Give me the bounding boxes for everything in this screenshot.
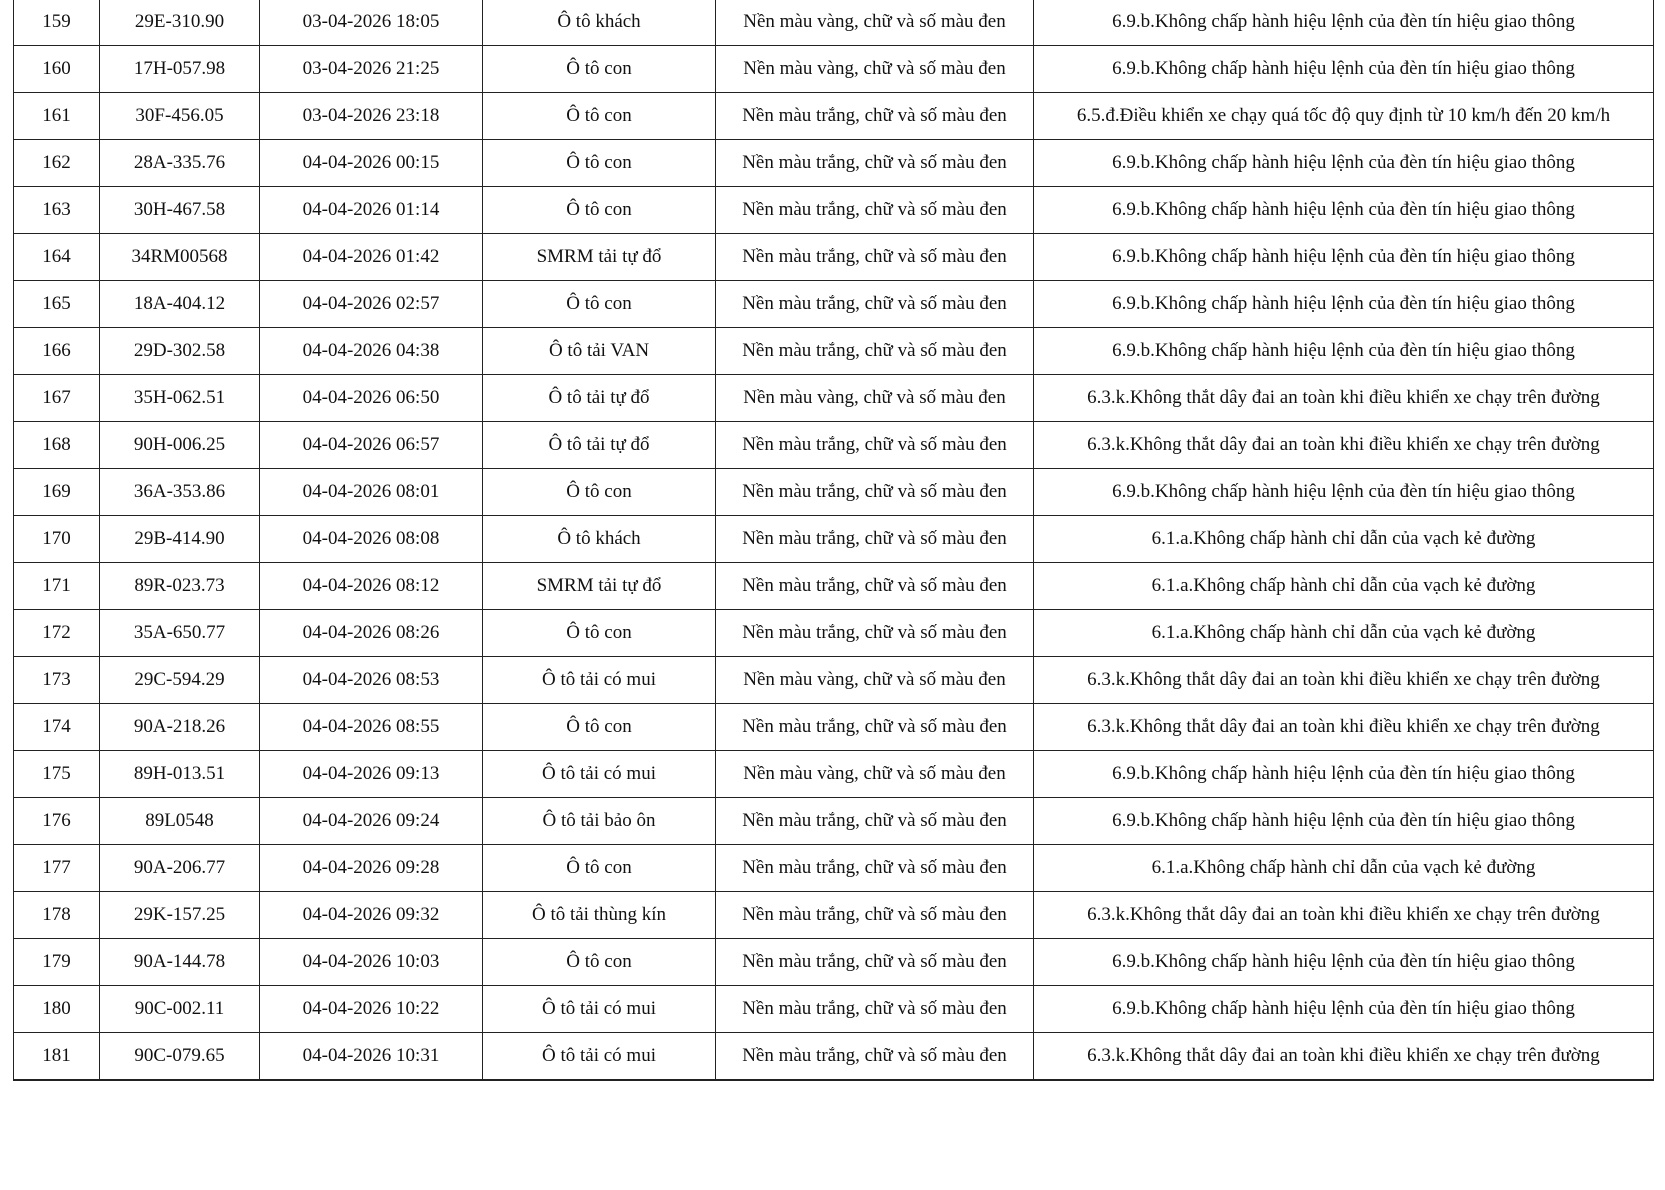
cell-violation: 6.9.b.Không chấp hành hiệu lệnh của đèn tín hiệu giao thông [1034,234,1654,281]
cell-violation-time: 04-04-2026 01:42 [260,234,483,281]
table-row [14,845,1654,892]
cell-plate-color: Nền màu trắng, chữ và số màu đen [716,469,1034,516]
cell-violation-time: 04-04-2026 04:38 [260,328,483,375]
cell-vehicle-type: Ô tô khách [483,516,716,563]
cell-plate-color: Nền màu trắng, chữ và số màu đen [716,328,1034,375]
cell-plate-number: 35A-650.77 [100,610,260,657]
cell-plate-color: Nền màu trắng, chữ và số màu đen [716,986,1034,1033]
cell-vehicle-type: Ô tô con [483,469,716,516]
cell-stt: 174 [14,704,100,751]
table-row [14,328,1654,375]
cell-plate-color: Nền màu trắng, chữ và số màu đen [716,563,1034,610]
cell-violation: 6.3.k.Không thắt dây đai an toàn khi điều khiển xe chạy trên đường [1034,657,1654,704]
cell-violation-time: 03-04-2026 21:25 [260,46,483,93]
cell-vehicle-type: Ô tô tải tự đổ [483,375,716,422]
cell-violation-time: 03-04-2026 23:18 [260,93,483,140]
table-row [14,657,1654,704]
table-row [14,375,1654,422]
cell-plate-number: 18A-404.12 [100,281,260,328]
cell-violation: 6.9.b.Không chấp hành hiệu lệnh của đèn tín hiệu giao thông [1034,281,1654,328]
cell-stt: 176 [14,798,100,845]
cell-vehicle-type: Ô tô con [483,704,716,751]
cell-violation-time: 03-04-2026 18:05 [260,0,483,46]
cell-stt: 159 [14,0,100,46]
cell-stt: 175 [14,751,100,798]
cell-plate-number: 30H-467.58 [100,187,260,234]
table-row [14,563,1654,610]
cell-violation: 6.9.b.Không chấp hành hiệu lệnh của đèn tín hiệu giao thông [1034,798,1654,845]
cell-stt: 163 [14,187,100,234]
table-row [14,892,1654,939]
cell-plate-color: Nền màu vàng, chữ và số màu đen [716,751,1034,798]
cell-vehicle-type: Ô tô tải có mui [483,1033,716,1081]
cell-violation: 6.9.b.Không chấp hành hiệu lệnh của đèn tín hiệu giao thông [1034,939,1654,986]
table-row [14,751,1654,798]
cell-vehicle-type: Ô tô con [483,140,716,187]
violation-table-container [13,0,1653,1081]
cell-stt: 179 [14,939,100,986]
cell-vehicle-type: Ô tô tải có mui [483,751,716,798]
cell-plate-color: Nền màu trắng, chữ và số màu đen [716,704,1034,751]
cell-violation: 6.3.k.Không thắt dây đai an toàn khi điều khiển xe chạy trên đường [1034,704,1654,751]
cell-stt: 168 [14,422,100,469]
cell-stt: 162 [14,140,100,187]
table-row [14,798,1654,845]
cell-vehicle-type: Ô tô tải VAN [483,328,716,375]
cell-plate-color: Nền màu vàng, chữ và số màu đen [716,375,1034,422]
cell-vehicle-type: SMRM tải tự đổ [483,234,716,281]
cell-vehicle-type: Ô tô con [483,281,716,328]
cell-plate-color: Nền màu trắng, chữ và số màu đen [716,1033,1034,1081]
cell-plate-number: 34RM00568 [100,234,260,281]
cell-vehicle-type: Ô tô con [483,46,716,93]
cell-stt: 160 [14,46,100,93]
cell-stt: 166 [14,328,100,375]
table-row [14,281,1654,328]
cell-violation: 6.3.k.Không thắt dây đai an toàn khi điều khiển xe chạy trên đường [1034,422,1654,469]
cell-violation: 6.1.a.Không chấp hành chỉ dẫn của vạch kẻ đường [1034,610,1654,657]
cell-violation-time: 04-04-2026 09:24 [260,798,483,845]
cell-plate-number: 90A-144.78 [100,939,260,986]
cell-violation: 6.1.a.Không chấp hành chỉ dẫn của vạch kẻ đường [1034,563,1654,610]
table-row [14,93,1654,140]
table-row [14,46,1654,93]
cell-plate-color: Nền màu trắng, chữ và số màu đen [716,892,1034,939]
cell-stt: 164 [14,234,100,281]
cell-violation-time: 04-04-2026 08:01 [260,469,483,516]
cell-vehicle-type: SMRM tải tự đổ [483,563,716,610]
cell-stt: 172 [14,610,100,657]
cell-violation-time: 04-04-2026 09:13 [260,751,483,798]
cell-violation: 6.9.b.Không chấp hành hiệu lệnh của đèn tín hiệu giao thông [1034,986,1654,1033]
cell-violation: 6.9.b.Không chấp hành hiệu lệnh của đèn tín hiệu giao thông [1034,751,1654,798]
cell-plate-number: 30F-456.05 [100,93,260,140]
cell-violation: 6.9.b.Không chấp hành hiệu lệnh của đèn tín hiệu giao thông [1034,187,1654,234]
cell-plate-color: Nền màu trắng, chữ và số màu đen [716,798,1034,845]
cell-plate-number: 89R-023.73 [100,563,260,610]
cell-violation-time: 04-04-2026 08:55 [260,704,483,751]
cell-violation-time: 04-04-2026 10:22 [260,986,483,1033]
cell-plate-color: Nền màu trắng, chữ và số màu đen [716,422,1034,469]
cell-vehicle-type: Ô tô tải có mui [483,986,716,1033]
table-row [14,1033,1654,1081]
cell-vehicle-type: Ô tô tải có mui [483,657,716,704]
cell-plate-color: Nền màu trắng, chữ và số màu đen [716,234,1034,281]
cell-violation-time: 04-04-2026 00:15 [260,140,483,187]
cell-plate-color: Nền màu trắng, chữ và số màu đen [716,93,1034,140]
cell-vehicle-type: Ô tô con [483,939,716,986]
cell-plate-color: Nền màu trắng, chữ và số màu đen [716,610,1034,657]
cell-stt: 167 [14,375,100,422]
cell-plate-color: Nền màu trắng, chữ và số màu đen [716,939,1034,986]
cell-plate-color: Nền màu vàng, chữ và số màu đen [716,0,1034,46]
cell-violation: 6.1.a.Không chấp hành chỉ dẫn của vạch kẻ đường [1034,516,1654,563]
cell-violation: 6.1.a.Không chấp hành chỉ dẫn của vạch kẻ đường [1034,845,1654,892]
cell-stt: 178 [14,892,100,939]
cell-vehicle-type: Ô tô tải thùng kín [483,892,716,939]
cell-plate-number: 90H-006.25 [100,422,260,469]
violation-table [13,0,1654,1081]
cell-plate-number: 89L0548 [100,798,260,845]
violation-table-body [14,0,1654,1080]
table-row [14,140,1654,187]
cell-plate-number: 89H-013.51 [100,751,260,798]
cell-vehicle-type: Ô tô con [483,93,716,140]
cell-plate-number: 29E-310.90 [100,0,260,46]
cell-violation-time: 04-04-2026 06:57 [260,422,483,469]
cell-stt: 173 [14,657,100,704]
cell-plate-color: Nền màu trắng, chữ và số màu đen [716,187,1034,234]
table-row [14,704,1654,751]
cell-violation: 6.3.k.Không thắt dây đai an toàn khi điều khiển xe chạy trên đường [1034,1033,1654,1081]
table-row [14,469,1654,516]
cell-plate-number: 90A-206.77 [100,845,260,892]
cell-violation-time: 04-04-2026 06:50 [260,375,483,422]
cell-violation-time: 04-04-2026 08:08 [260,516,483,563]
cell-violation-time: 04-04-2026 01:14 [260,187,483,234]
cell-plate-number: 90C-002.11 [100,986,260,1033]
table-row [14,986,1654,1033]
cell-violation-time: 04-04-2026 09:32 [260,892,483,939]
cell-plate-color: Nền màu trắng, chữ và số màu đen [716,516,1034,563]
cell-violation: 6.5.đ.Điều khiển xe chạy quá tốc độ quy định từ 10 km/h đến 20 km/h [1034,93,1654,140]
cell-vehicle-type: Ô tô con [483,187,716,234]
cell-violation-time: 04-04-2026 10:31 [260,1033,483,1081]
table-row [14,187,1654,234]
cell-violation-time: 04-04-2026 08:26 [260,610,483,657]
cell-vehicle-type: Ô tô con [483,845,716,892]
cell-violation-time: 04-04-2026 10:03 [260,939,483,986]
cell-vehicle-type: Ô tô tải tự đổ [483,422,716,469]
cell-stt: 181 [14,1033,100,1081]
table-row [14,939,1654,986]
cell-plate-number: 29B-414.90 [100,516,260,563]
table-row [14,516,1654,563]
cell-plate-number: 36A-353.86 [100,469,260,516]
cell-plate-number: 35H-062.51 [100,375,260,422]
cell-plate-color: Nền màu trắng, chữ và số màu đen [716,281,1034,328]
cell-plate-color: Nền màu trắng, chữ và số màu đen [716,140,1034,187]
cell-violation: 6.3.k.Không thắt dây đai an toàn khi điều khiển xe chạy trên đường [1034,892,1654,939]
cell-violation-time: 04-04-2026 02:57 [260,281,483,328]
cell-stt: 161 [14,93,100,140]
cell-plate-number: 29K-157.25 [100,892,260,939]
cell-plate-color: Nền màu trắng, chữ và số màu đen [716,845,1034,892]
cell-violation: 6.9.b.Không chấp hành hiệu lệnh của đèn tín hiệu giao thông [1034,469,1654,516]
cell-vehicle-type: Ô tô tải bảo ôn [483,798,716,845]
cell-violation: 6.9.b.Không chấp hành hiệu lệnh của đèn tín hiệu giao thông [1034,328,1654,375]
cell-violation: 6.9.b.Không chấp hành hiệu lệnh của đèn tín hiệu giao thông [1034,0,1654,46]
cell-plate-number: 29D-302.58 [100,328,260,375]
cell-plate-number: 90A-218.26 [100,704,260,751]
cell-stt: 180 [14,986,100,1033]
cell-plate-number: 28A-335.76 [100,140,260,187]
cell-stt: 170 [14,516,100,563]
cell-stt: 177 [14,845,100,892]
cell-violation: 6.9.b.Không chấp hành hiệu lệnh của đèn tín hiệu giao thông [1034,140,1654,187]
cell-violation-time: 04-04-2026 08:53 [260,657,483,704]
cell-violation: 6.9.b.Không chấp hành hiệu lệnh của đèn tín hiệu giao thông [1034,46,1654,93]
cell-vehicle-type: Ô tô khách [483,0,716,46]
table-row [14,610,1654,657]
table-row [14,422,1654,469]
cell-stt: 169 [14,469,100,516]
cell-plate-number: 90C-079.65 [100,1033,260,1081]
cell-vehicle-type: Ô tô con [483,610,716,657]
cell-stt: 171 [14,563,100,610]
cell-violation: 6.3.k.Không thắt dây đai an toàn khi điều khiển xe chạy trên đường [1034,375,1654,422]
cell-plate-number: 29C-594.29 [100,657,260,704]
cell-plate-number: 17H-057.98 [100,46,260,93]
cell-violation-time: 04-04-2026 09:28 [260,845,483,892]
table-row [14,0,1654,46]
cell-plate-color: Nền màu vàng, chữ và số màu đen [716,657,1034,704]
cell-violation-time: 04-04-2026 08:12 [260,563,483,610]
cell-plate-color: Nền màu vàng, chữ và số màu đen [716,46,1034,93]
cell-stt: 165 [14,281,100,328]
table-row [14,234,1654,281]
